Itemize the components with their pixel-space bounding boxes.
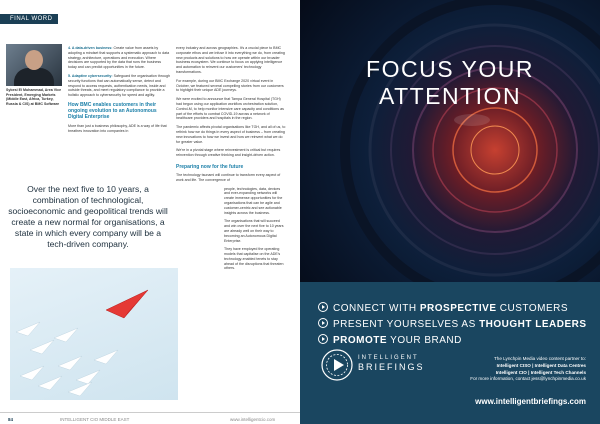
point-4-label: 4. A data-driven business:	[68, 46, 113, 50]
author-caption: Sybesi El Muhammad, Area Vice President, Emerging Markets (Middle East, Africa, Turkey, Russia & CIS) at BMC Software	[6, 88, 62, 106]
lens-rings	[300, 0, 600, 282]
right-page-advert	[300, 0, 600, 424]
cta-bold: PROSPECTIVE	[419, 303, 497, 314]
point-4-text: Create value from assets by adopting a mindset that supports a systematic approach to data strategy, architecture, operations and execution. Where decisions are supported by the data that runs the business today and can predict opportunities in the future.	[68, 46, 170, 70]
cta-post: CUSTOMERS	[496, 303, 569, 314]
article-paragraph: We were excited to announce that Tampa General Hospital (TGH) had begun using our application workflow orchestration solution, Control-M, to help monitor intensive care capacity and conditions as part of the efforts to combat COVID-19 across a network of healthcare providers and hospitals in the region.	[176, 97, 284, 121]
article-paragraph: For example, during our BMC Exchange 2020 virtual event in October, we featured several compelling stories from our customers to highlight their unique ADE journeys.	[176, 78, 284, 93]
article-paragraph: They have employed the operating models that capitalise on the ADE's technology-enabled tenets to stay ahead of the disruptions that threaten others.	[224, 247, 284, 271]
brand-wordmark	[358, 355, 425, 373]
article-narrow-column	[224, 187, 284, 272]
footer-url: www.intelligentcio.com	[230, 417, 276, 422]
author-suit	[14, 68, 54, 86]
article-paragraph: The pandemic affects pivotal organisations like TGH, and all of us, to rethink how we do things in every aspect of business – from creating new innovations to how we invest and how we reinvent what we do for greater value.	[176, 125, 286, 144]
arrow-circle-icon	[318, 318, 328, 328]
ad-headline-line-2: ATTENTION	[378, 83, 522, 109]
point-4	[68, 46, 170, 70]
paper-planes-illustration	[10, 268, 178, 400]
point-5-label: 5. Adaptive cybersecurity:	[68, 73, 113, 78]
partner-contact: For more information, contact jess@lynchpinmedia.co.uk	[470, 376, 586, 382]
section-tag: FINAL WORD	[0, 14, 58, 24]
camera-lens-image	[300, 0, 600, 282]
article-paragraph: every industry and across geographies. It's a crucial piece to BMC corporate ethos and we infuse it into everything we do, from creating new products and solutions to how we operate within our broader business ecosystem. We continue to focus on applying intelligence and automation to reinvent our customers' technology transformations.	[176, 46, 285, 74]
ad-headline-line-1: FOCUS YOUR	[366, 56, 534, 82]
cta-present	[318, 318, 587, 330]
pull-quote: Over the next five to 10 years, a combination of technological, socioeconomic and geopolitical trends will create a new normal for organisations, a state in which every company will be a tech-driven company.	[8, 184, 168, 249]
article-paragraph: The technology tsunami will continue to transform every aspect of work and life. The convergence of	[176, 172, 281, 182]
cta-bold: THOUGHT LEADERS	[479, 319, 587, 330]
brand-line-2: BRIEFINGS	[358, 362, 425, 372]
publication-name: INTELLIGENT CIO MIDDLE EAST	[60, 417, 130, 422]
ad-headline	[300, 56, 600, 110]
author-photo	[6, 44, 62, 86]
author-head	[25, 50, 43, 70]
article-column-2	[176, 46, 286, 275]
cta-post: YOUR BRAND	[387, 335, 462, 346]
page-footer	[0, 412, 300, 424]
point-5-text: Safeguard the organisation through security functions that can automatically sense, detect and respond to access requests, authentication needs, inside and outside threats, and meet regulatory compliance to provide a holistic approach to cybersecurity for speed and agility.	[68, 73, 170, 98]
paper-planes-image	[10, 268, 178, 400]
point-5	[68, 74, 170, 98]
article-subhead-bmc: How BMC enables customers in their ongoing evolution to an Autonomous Digital Enterprise	[68, 101, 157, 120]
article-paragraph: We're in a pivotal stage where reinvestment is critical but requires reinvention through creative thinking and insight-driven action.	[176, 148, 281, 158]
arrow-circle-icon	[318, 302, 328, 312]
article-paragraph: The organisations that will succeed and win over the next five to 10 years are already well on their way to becoming an Autonomous Digital Enterprise.	[224, 219, 284, 243]
article-paragraph: people, technologies, data, devices and ever-expanding networks will create immense opportunities for the organisations that can be agile and customer-centric and see actionable insights across the business.	[224, 186, 283, 215]
cta-connect	[318, 302, 568, 314]
article-column-1	[68, 46, 170, 138]
partner-info	[426, 356, 586, 383]
partner-intro: The Lynchpin Media video content partner to:	[493, 356, 586, 361]
advert-url[interactable]: www.intelligentbriefings.com	[475, 397, 586, 406]
partner-channels-2: Intelligent CIO | Intelligent Tech Channels	[495, 369, 586, 375]
cta-pre: PRESENT YOURSELVES AS	[333, 319, 480, 330]
cta-pre: CONNECT WITH	[333, 303, 420, 314]
cta-bold: PROMOTE	[333, 335, 388, 346]
partner-channels: Intelligent CISO | Intelligent Data Centres	[496, 362, 586, 368]
article-paragraph: More than just a business philosophy, ADE is a way of life that breathes innovation into companies in	[68, 123, 167, 133]
article-subhead-future: Preparing now for the future	[176, 163, 244, 170]
page-number: 84	[8, 417, 14, 422]
brand-line-1: INTELLIGENT	[358, 355, 419, 361]
cta-promote	[318, 334, 462, 346]
arrow-circle-icon	[318, 334, 328, 344]
intelligent-briefings-logo-icon	[320, 348, 354, 387]
